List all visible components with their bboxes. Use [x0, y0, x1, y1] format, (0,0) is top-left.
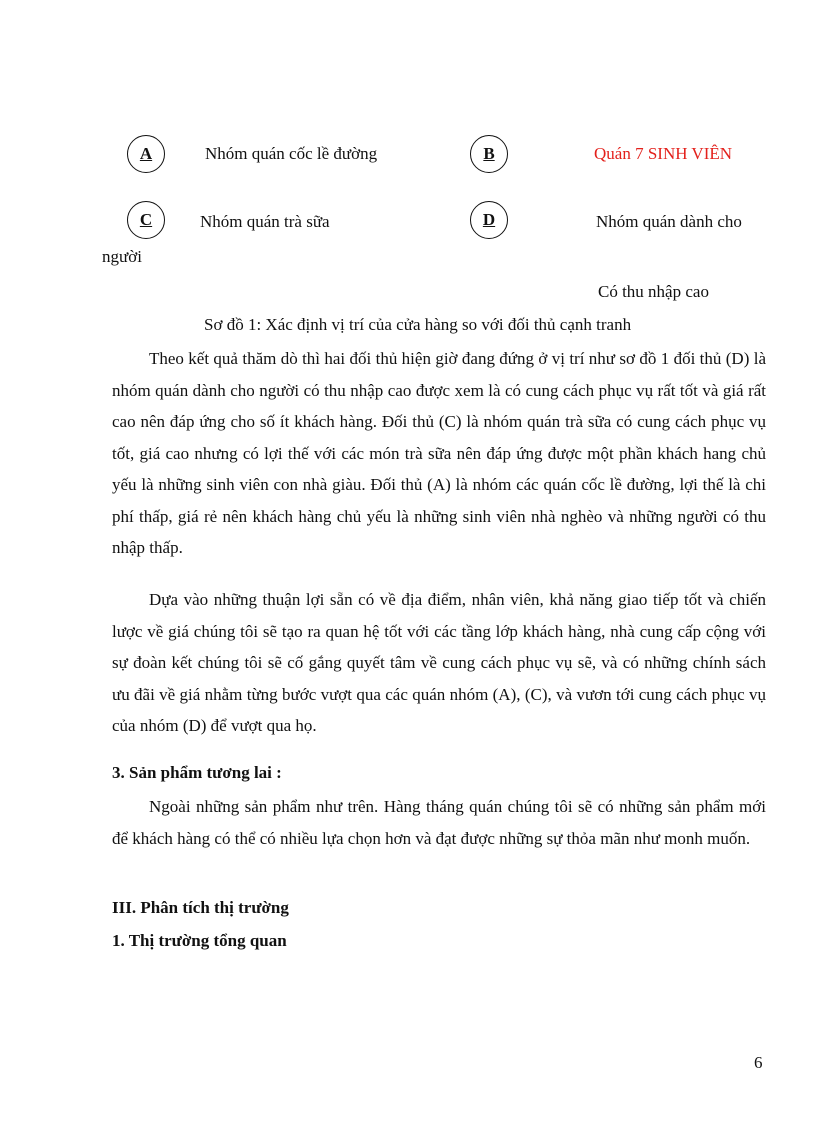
- node-a-circle: [127, 135, 165, 173]
- node-c-letter: C: [139, 210, 153, 229]
- subsection-1-heading: 1. Thị trường tổng quan: [112, 931, 287, 950]
- paragraph-1: Theo kết quả thăm dò thì hai đối thủ hiện giờ đang đứng ở vị trí như sơ đồ 1 đối thủ (D) là nhóm quán dành cho người có thu nhập cao được xem là có cung cách phục vụ rất tốt và giá rất cao nên đáp ứng cho số ít khách hàng. Đối thủ (C) là nhóm quán trà sữa có cung cách phục vụ tốt, giá cao nhưng có lợi thế với các món trà sữa nên đáp ứng được một phần khách hang chủ yếu là những sinh viên con nhà giàu. Đối thủ (A) là nhóm các quán cốc lề đường, lợi thế là chi phí thấp, giá rẻ nên khách hàng chủ yếu là những sinh viên nhà nghèo và những người có thu nhập thấp.: [112, 349, 766, 557]
- paragraph-2: Dựa vào những thuận lợi sẵn có về địa điểm, nhân viên, khả năng giao tiếp tốt và chiến lược về giá chúng tôi sẽ tạo ra quan hệ tốt với các tầng lớp khách hàng, nhà cung cấp cộng với sự đoàn kết chúng tôi sẽ cố gắng quyết tâm về cung cách phục vụ sẽ, và có những chính sách ưu đãi về giá nhằm từng bước vượt qua các quán nhóm (A), (C), và vươn tới cung cách phục vụ của nhóm (D) để vượt qua họ.: [112, 590, 766, 735]
- page-number: 6: [754, 1053, 763, 1072]
- node-d-letter: D: [482, 210, 496, 229]
- node-b-letter: B: [483, 144, 495, 163]
- node-c-circle: [127, 201, 165, 239]
- diagram-caption: Sơ đồ 1: Xác định vị trí của cửa hàng so với đối thủ cạnh tranh: [204, 315, 632, 334]
- node-d-extra-line: Có thu nhập cao: [598, 282, 709, 301]
- section-3-heading: 3. Sản phẩm tương lai :: [112, 763, 282, 782]
- node-a-label: Nhóm quán cốc lề đường: [205, 144, 378, 163]
- wrap-text: người: [102, 247, 142, 266]
- node-d-circle: [470, 201, 508, 239]
- part-3-heading: III. Phân tích thị trường: [112, 898, 289, 917]
- section-3-paragraph: Ngoài những sản phẩm như trên. Hàng tháng quán chúng tôi sẽ có những sản phẩm mới để khách hàng có thể có nhiều lựa chọn hơn và đạt được những sự thỏa mãn như monh muốn.: [112, 797, 766, 848]
- node-d-label: Nhóm quán dành cho: [596, 212, 742, 231]
- node-b-label: Quán 7 SINH VIÊN: [594, 144, 733, 163]
- node-b-circle: [470, 135, 508, 173]
- node-a-letter: A: [139, 144, 153, 163]
- node-c-label: Nhóm quán trà sữa: [200, 212, 330, 231]
